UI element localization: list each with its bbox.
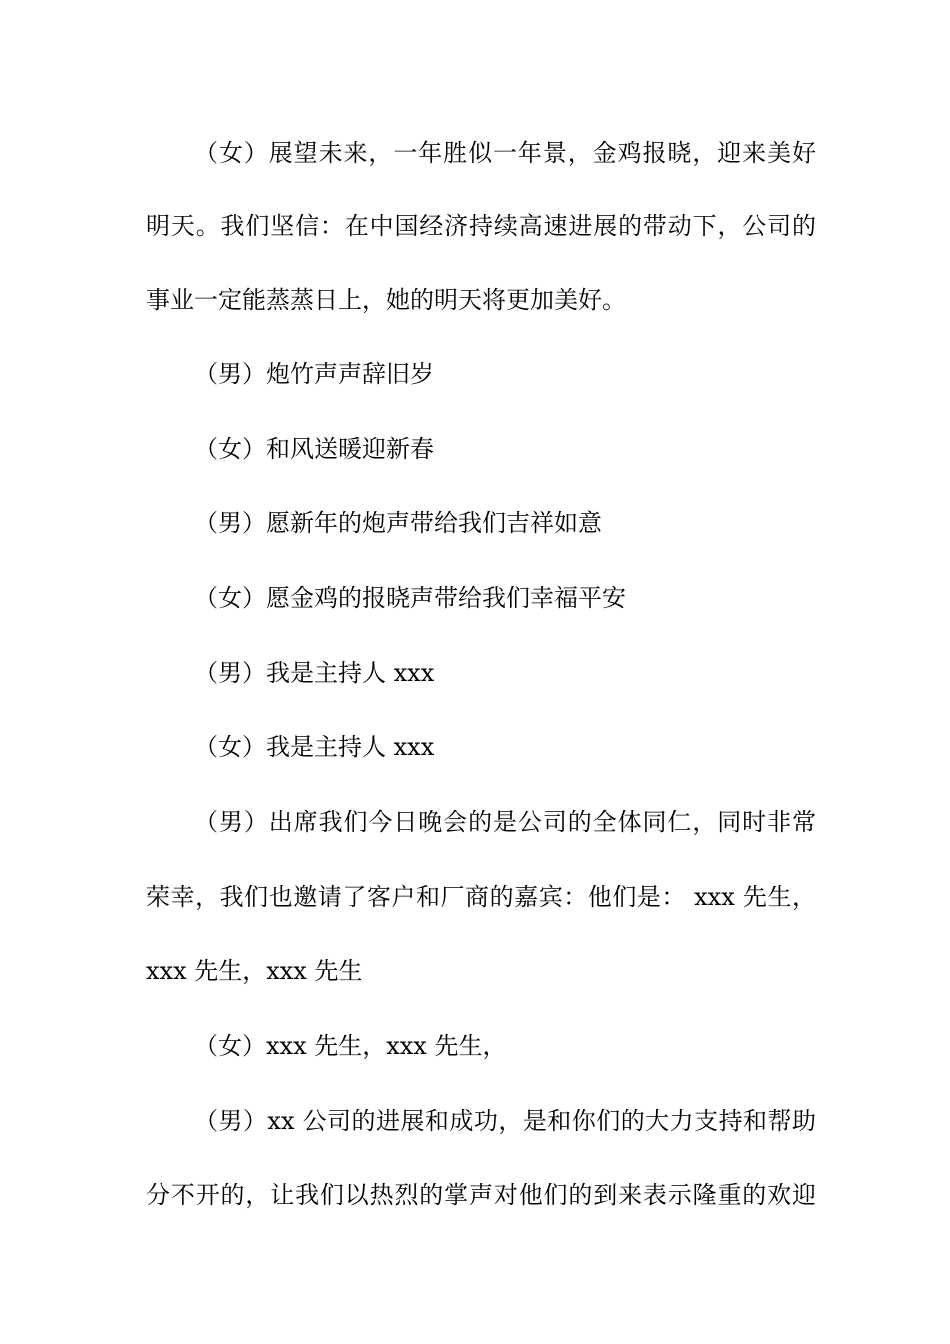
paragraph-line: （男）愿新年的炮声带给我们吉祥如意 bbox=[194, 509, 602, 537]
paragraph-line: （男）我是主持人 xxx bbox=[194, 659, 435, 687]
paragraph-line: （男）出席我们今日晚会的是公司的全体同仁，同时非常 bbox=[194, 808, 816, 836]
paragraph-line: 分不开的，让我们以热烈的掌声对他们的到来表示隆重的欢迎 bbox=[146, 1181, 816, 1209]
paragraph-line: （女）我是主持人 xxx bbox=[194, 733, 435, 761]
paragraph-line: （女）展望未来，一年胜似一年景，金鸡报晓，迎来美好 bbox=[194, 139, 816, 167]
paragraph-line: （女）愿金鸡的报晓声带给我们幸福平安 bbox=[194, 584, 626, 612]
paragraph-line: （女）和风送暖迎新春 bbox=[194, 435, 434, 463]
paragraph-line: 明天。我们坚信：在中国经济持续高速进展的带动下，公司的 bbox=[146, 212, 816, 240]
paragraph-line: （男）炮竹声声辞旧岁 bbox=[194, 360, 434, 388]
paragraph-line: xxx 先生，xxx 先生 bbox=[146, 957, 363, 985]
paragraph-line: （女）xxx 先生，xxx 先生， bbox=[194, 1032, 507, 1060]
paragraph-line: 事业一定能蒸蒸日上，她的明天将更加美好。 bbox=[146, 286, 626, 314]
paragraph-line: 荣幸，我们也邀请了客户和厂商的嘉宾：他们是： xxx 先生， bbox=[146, 883, 816, 911]
paragraph-line: （男）xx 公司的进展和成功，是和你们的大力支持和帮助 bbox=[194, 1107, 816, 1135]
